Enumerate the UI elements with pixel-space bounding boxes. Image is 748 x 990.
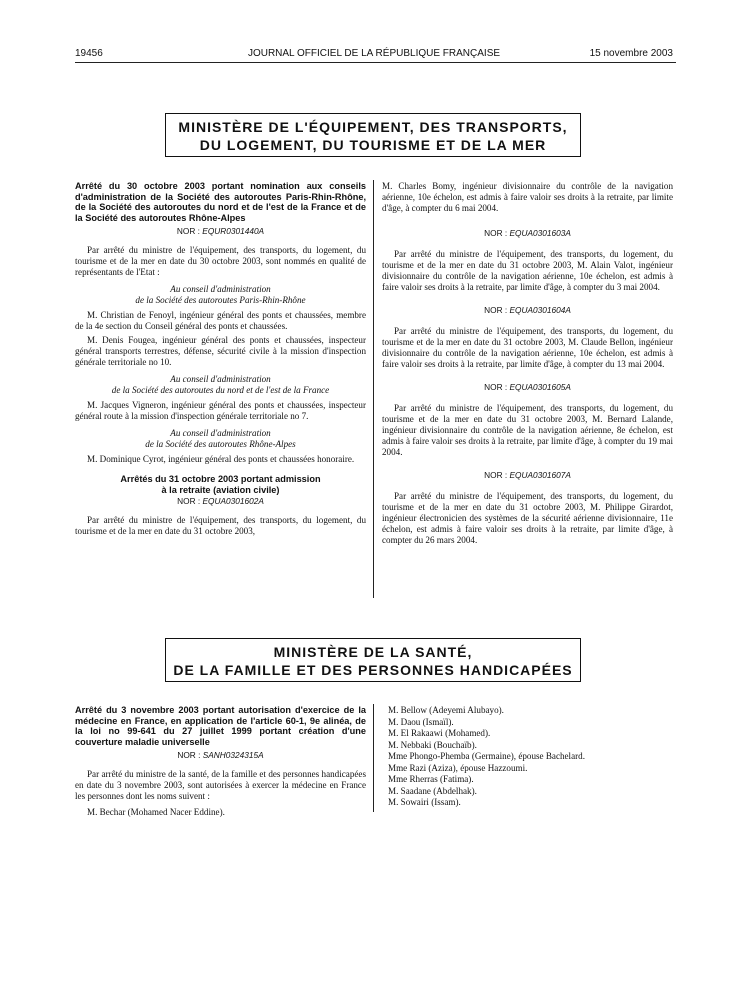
list-item: Mme Rherras (Fatima).: [388, 774, 474, 784]
decree-paragraph: Par arrêté du ministre de l'équipement, des transports, du logement, du tourisme et de la mer en date du 31 octobre 2003, M. Philippe Girardot, ingénieur électronicien des systèmes de la sécurité aérienne divisionnaire, 11e échelon, est admis à faire valoir ses droits à la retraite, par limite d'âge, à compter du 26 mars 2004.: [382, 491, 673, 545]
appointee-paragraph: M. Denis Fougea, ingénieur général des ponts et chaussées, inspecteur général transports terrestres, défense, sécurité civile à la mission d'inspection générale territoriale no 10.: [75, 335, 366, 367]
nor-reference: NOR : EQUR0301440A: [176, 226, 265, 236]
nor-reference: NOR : SANH0324315A: [177, 750, 264, 760]
ministry-heading-line1: MINISTÈRE DE LA SANTÉ,: [273, 644, 473, 660]
column-divider: [373, 180, 374, 598]
list-item: M. El Rakaawi (Mohamed).: [388, 728, 491, 738]
nor-reference: NOR : EQUA0301603A: [484, 228, 571, 238]
right-column-equipment: [382, 181, 673, 549]
appointee-paragraph: M. Jacques Vigneron, ingénieur général des ponts et chaussées, inspecteur général route à la mission d'inspection générale territoriale no 7.: [75, 400, 366, 421]
decree-intro: Par arrêté du ministre de l'équipement, des transports, du logement, du tourisme et de la mer en date du 30 octobre 2003, sont nommés en qualité de représentants de l'Etat :: [75, 245, 366, 277]
decree-paragraph: M. Charles Bomy, ingénieur divisionnaire du contrôle de la navigation aérienne, 10e échelon, est admis à faire valoir ses droits à la retraite, par limite d'âge, à compter du 6 mai 2004.: [382, 181, 673, 213]
council-heading-rhone-alpes: Au conseil d'administration de la Société des autoroutes Rhône-Alpes: [145, 428, 296, 449]
list-item: Mme Razi (Aziza), épouse Hazzoumi.: [388, 762, 528, 773]
issue-date: 15 novembre 2003: [589, 48, 673, 59]
decree-intro: Par arrêté du ministre de la santé, de la famille et des personnes handicapées en date du 3 novembre 2003, sont autorisées à exercer la médecine en France les personnes dont les noms suivent :: [75, 769, 366, 801]
journal-title: JOURNAL OFFICIEL DE LA RÉPUBLIQUE FRANÇAISE: [247, 48, 501, 59]
column-divider: [373, 704, 374, 812]
ministry-equipment-heading: [165, 113, 581, 157]
ministry-heading-line1: MINISTÈRE DE L'ÉQUIPEMENT, DES TRANSPORTS,: [178, 119, 568, 135]
list-item: M. Daou (Ismaïl).: [388, 716, 454, 727]
appointee-paragraph: M. Dominique Cyrot, ingénieur général des ponts et chaussées honoraire.: [87, 454, 355, 464]
list-item: M. Bellow (Adeyemi Alubayo).: [388, 705, 504, 715]
decree-paragraph: Par arrêté du ministre de l'équipement, des transports, du logement, du tourisme et de la mer en date du 31 octobre 2003,: [75, 515, 366, 536]
authorized-person: M. Bechar (Mohamed Nacer Eddine).: [87, 807, 225, 817]
right-column-health: [388, 705, 673, 809]
ministry-health-heading: [165, 638, 581, 682]
decree-paragraph: Par arrêté du ministre de l'équipement, des transports, du logement, du tourisme et de la mer en date du 31 octobre 2003, M. Bernard Lalande, ingénieur divisionnaire du contrôle de la navigation aérienne, 8e échelon, est admis à faire valoir ses droits à la retraite, par limite d'âge, à compter du 19 mai 2004.: [382, 403, 673, 457]
decree-paragraph: Par arrêté du ministre de l'équipement, des transports, du logement, du tourisme et de la mer en date du 31 octobre 2003, M. Claude Bellon, ingénieur divisionnaire du contrôle de la navigation aérienne, 10e échelon, est admis à faire valoir ses droits à la retraite, par limite d'âge, à compter du 13 mai 2004.: [382, 326, 673, 369]
decree-title-retirement-line2: à la retraite (aviation civile): [161, 484, 280, 495]
nor-reference: NOR : EQUA0301607A: [484, 470, 571, 480]
nor-reference: NOR : EQUA0301604A: [484, 305, 571, 315]
council-heading-sanef: Au conseil d'administration de la Société des autoroutes du nord et de l'est de la France: [111, 374, 330, 395]
list-item: M. Saadane (Abdelhak).: [388, 785, 477, 796]
ministry-heading-line2: DU LOGEMENT, DU TOURISME ET DE LA MER: [199, 137, 547, 153]
ministry-heading-line2: DE LA FAMILLE ET DES PERSONNES HANDICAPÉES: [173, 662, 573, 678]
nor-reference: NOR : EQUA0301602A: [177, 496, 264, 506]
header-rule: [75, 62, 676, 63]
left-column-equipment: [75, 181, 366, 540]
decree-title-retirement-line1: Arrêtés du 31 octobre 2003 portant admission: [120, 474, 321, 484]
list-item: M. Nebbaki (Bouchaïb).: [388, 739, 477, 750]
nor-reference: NOR : EQUA0301605A: [484, 382, 571, 392]
left-column-health: [75, 705, 366, 821]
decree-title-medicine: Arrêté du 3 novembre 2003 portant autorisation d'exercice de la médecine en France, en application de l'article 60-1, 9e alinéa, de la loi no 99-641 du 27 juillet 1999 portant création d'une couverture maladie universelle: [75, 705, 366, 747]
page-number: 19456: [75, 48, 103, 59]
council-heading-prr: Au conseil d'administration de la Société des autoroutes Paris-Rhin-Rhône: [135, 284, 306, 305]
decree-paragraph: Par arrêté du ministre de l'équipement, des transports, du logement, du tourisme et de la mer en date du 31 octobre 2003, M. Alain Valot, ingénieur divisionnaire du contrôle de la navigation aérienne, 10e échelon, est admis à faire valoir ses droits à la retraite, par limite d'âge, à compter du 3 mai 2004.: [382, 249, 673, 292]
authorized-persons-list: [388, 705, 673, 808]
list-item: Mme Phongo-Phemba (Germaine), épouse Bachelard.: [388, 751, 585, 761]
list-item: M. Sowairi (Issam).: [388, 797, 461, 807]
appointee-paragraph: M. Christian de Fenoyl, ingénieur général des ponts et chaussées, membre de la 4e section du Conseil général des ponts et chaussées.: [75, 310, 366, 331]
decree-title-nomination: Arrêté du 30 octobre 2003 portant nomination aux conseils d'administration de la Société des autoroutes Paris-Rhin-Rhône, de la Société des autoroutes du nord et de l'est de la France et de la Société des autoroutes Rhône-Alpes: [75, 181, 366, 223]
